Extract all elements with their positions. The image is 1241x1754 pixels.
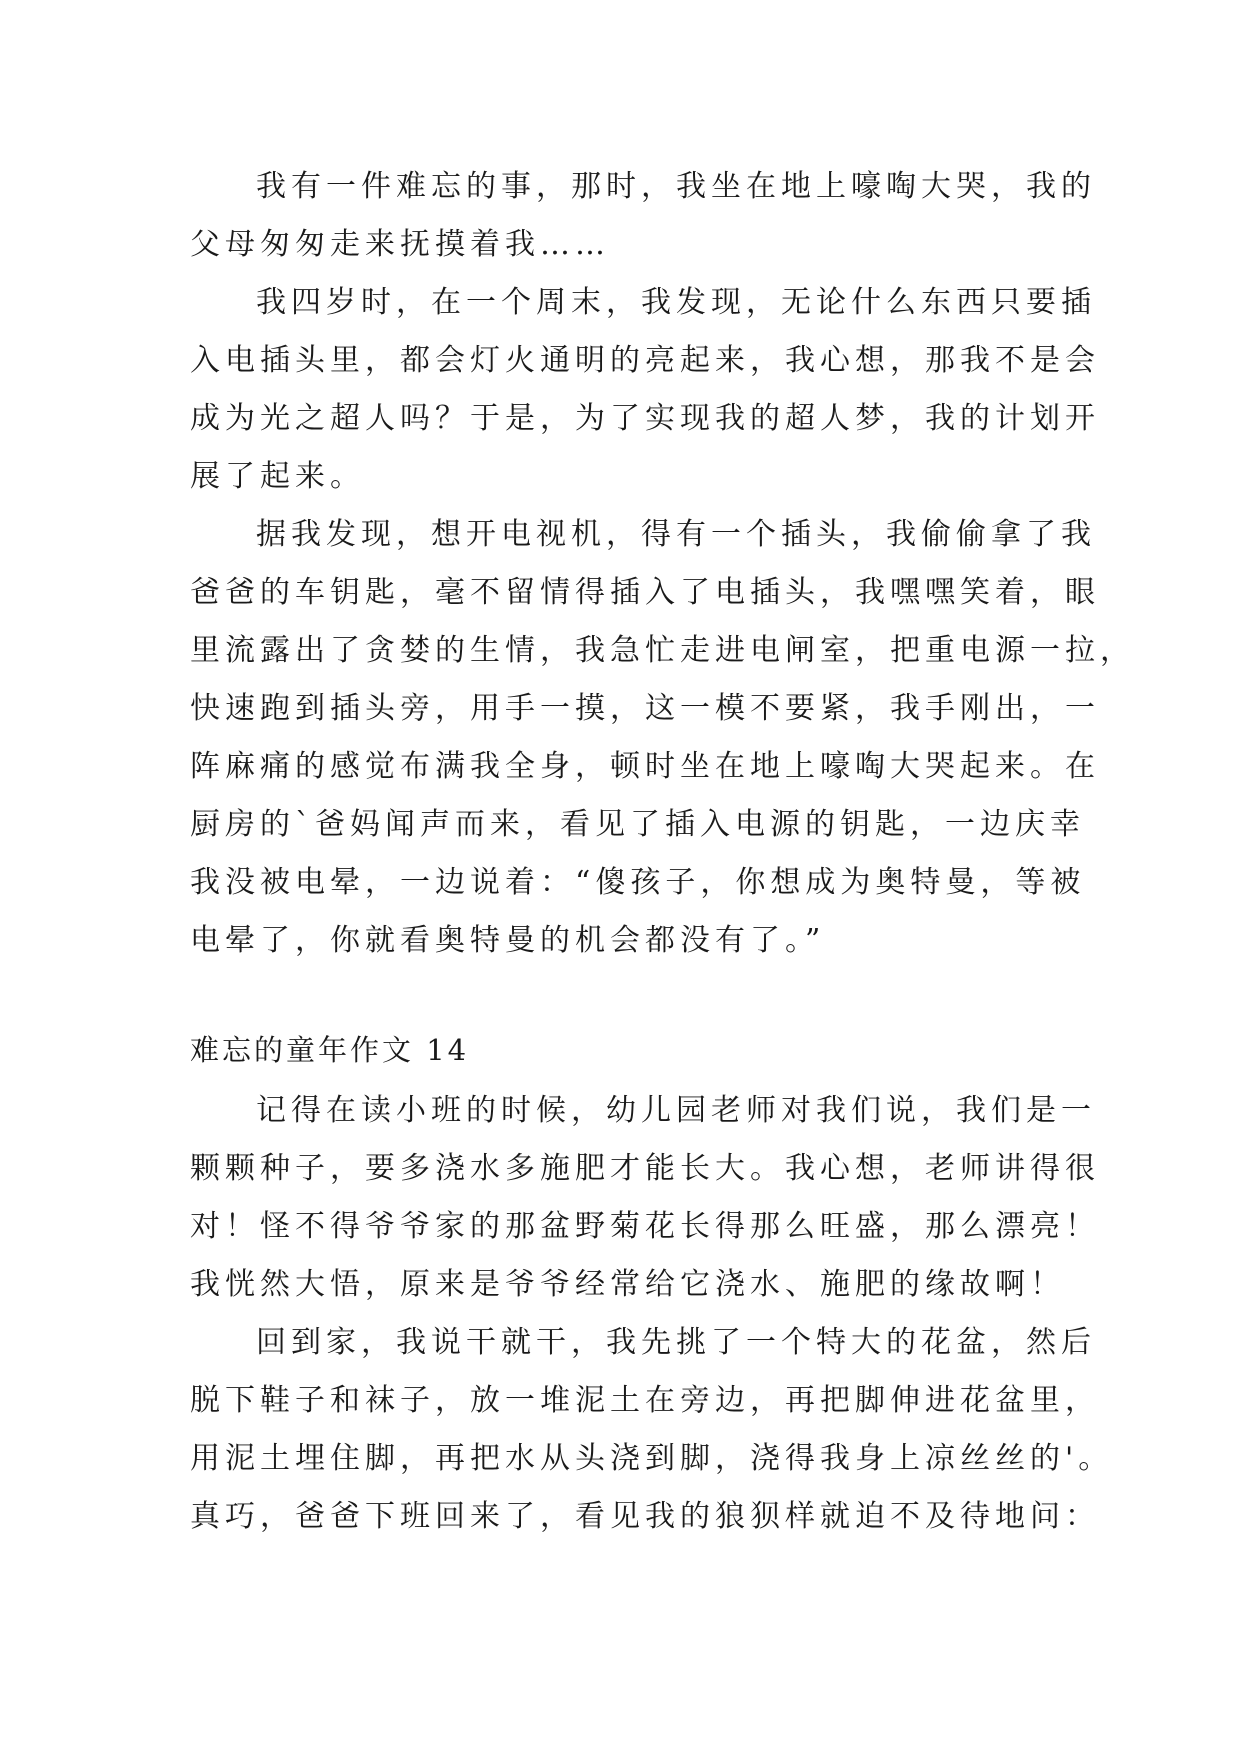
paragraph xyxy=(190,158,1096,274)
paragraph-line: 颗颗种子，要多浇水多施肥才能长大。我心想，老师讲得很 xyxy=(190,1151,1100,1186)
paragraph-line: 电晕了，你就看奥特曼的机会都没有了。” xyxy=(190,923,826,958)
paragraph-line: 回到家，我说干就干，我先挑了一个特大的花盆，然后 xyxy=(256,1325,1096,1360)
paragraph-line: 成为光之超人吗？于是，为了实现我的超人梦，我的计划开 xyxy=(190,401,1100,436)
paragraph xyxy=(190,506,1135,970)
paragraph-line: 里流露出了贪婪的生情，我急忙走进电闸室，把重电源一拉， xyxy=(190,633,1135,668)
paragraph-line: 父母匆匆走来抚摸着我…… xyxy=(190,227,610,262)
paragraph-line: 展了起来。 xyxy=(190,459,365,494)
paragraph-line: 脱下鞋子和袜子，放一堆泥土在旁边，再把脚伸进花盆里， xyxy=(190,1383,1100,1418)
paragraph-line: 我四岁时，在一个周末，我发现，无论什么东西只要插 xyxy=(256,285,1096,320)
paragraph-line: 我恍然大悟，原来是爷爷经常给它浇水、施肥的缘故啊！ xyxy=(190,1267,1065,1302)
paragraph-line: 据我发现，想开电视机，得有一个插头，我偷偷拿了我 xyxy=(256,517,1096,552)
paragraph-line: 入电插头里，都会灯火通明的亮起来，我心想，那我不是会 xyxy=(190,343,1100,378)
paragraph-line: 爸爸的车钥匙，毫不留情得插入了电插头，我嘿嘿笑着，眼 xyxy=(190,575,1100,610)
paragraph-line: 我没被电晕，一边说着：“傻孩子，你想成为奥特曼，等被 xyxy=(190,865,1086,900)
paragraph-line: 真巧，爸爸下班回来了，看见我的狼狈样就迫不及待地问： xyxy=(190,1499,1100,1534)
paragraph xyxy=(190,1082,1100,1314)
paragraph-line: 阵麻痛的感觉布满我全身，顿时坐在地上嚎啕大哭起来。在 xyxy=(190,749,1100,784)
paragraph xyxy=(190,1314,1114,1546)
section-title: 难忘的童年作文 14 xyxy=(190,1033,470,1067)
paragraph-line: 厨房的`爸妈闻声而来，看见了插入电源的钥匙，一边庆幸 xyxy=(190,807,1085,842)
paragraph-line: 用泥土埋住脚，再把水从头浇到脚，浇得我身上凉丝丝的'。 xyxy=(190,1441,1114,1476)
paragraph-line: 快速跑到插头旁，用手一摸，这一模不要紧，我手刚出，一 xyxy=(190,691,1100,726)
paragraph-line: 我有一件难忘的事，那时，我坐在地上嚎啕大哭，我的 xyxy=(256,169,1096,204)
section-spacer xyxy=(190,970,1050,1018)
document-page xyxy=(190,158,1135,1546)
paragraph xyxy=(190,274,1100,506)
paragraph-line: 对！怪不得爷爷家的那盆野菊花长得那么旺盛，那么漂亮！ xyxy=(190,1209,1100,1244)
paragraph-line: 记得在读小班的时候，幼儿园老师对我们说，我们是一 xyxy=(256,1093,1096,1128)
